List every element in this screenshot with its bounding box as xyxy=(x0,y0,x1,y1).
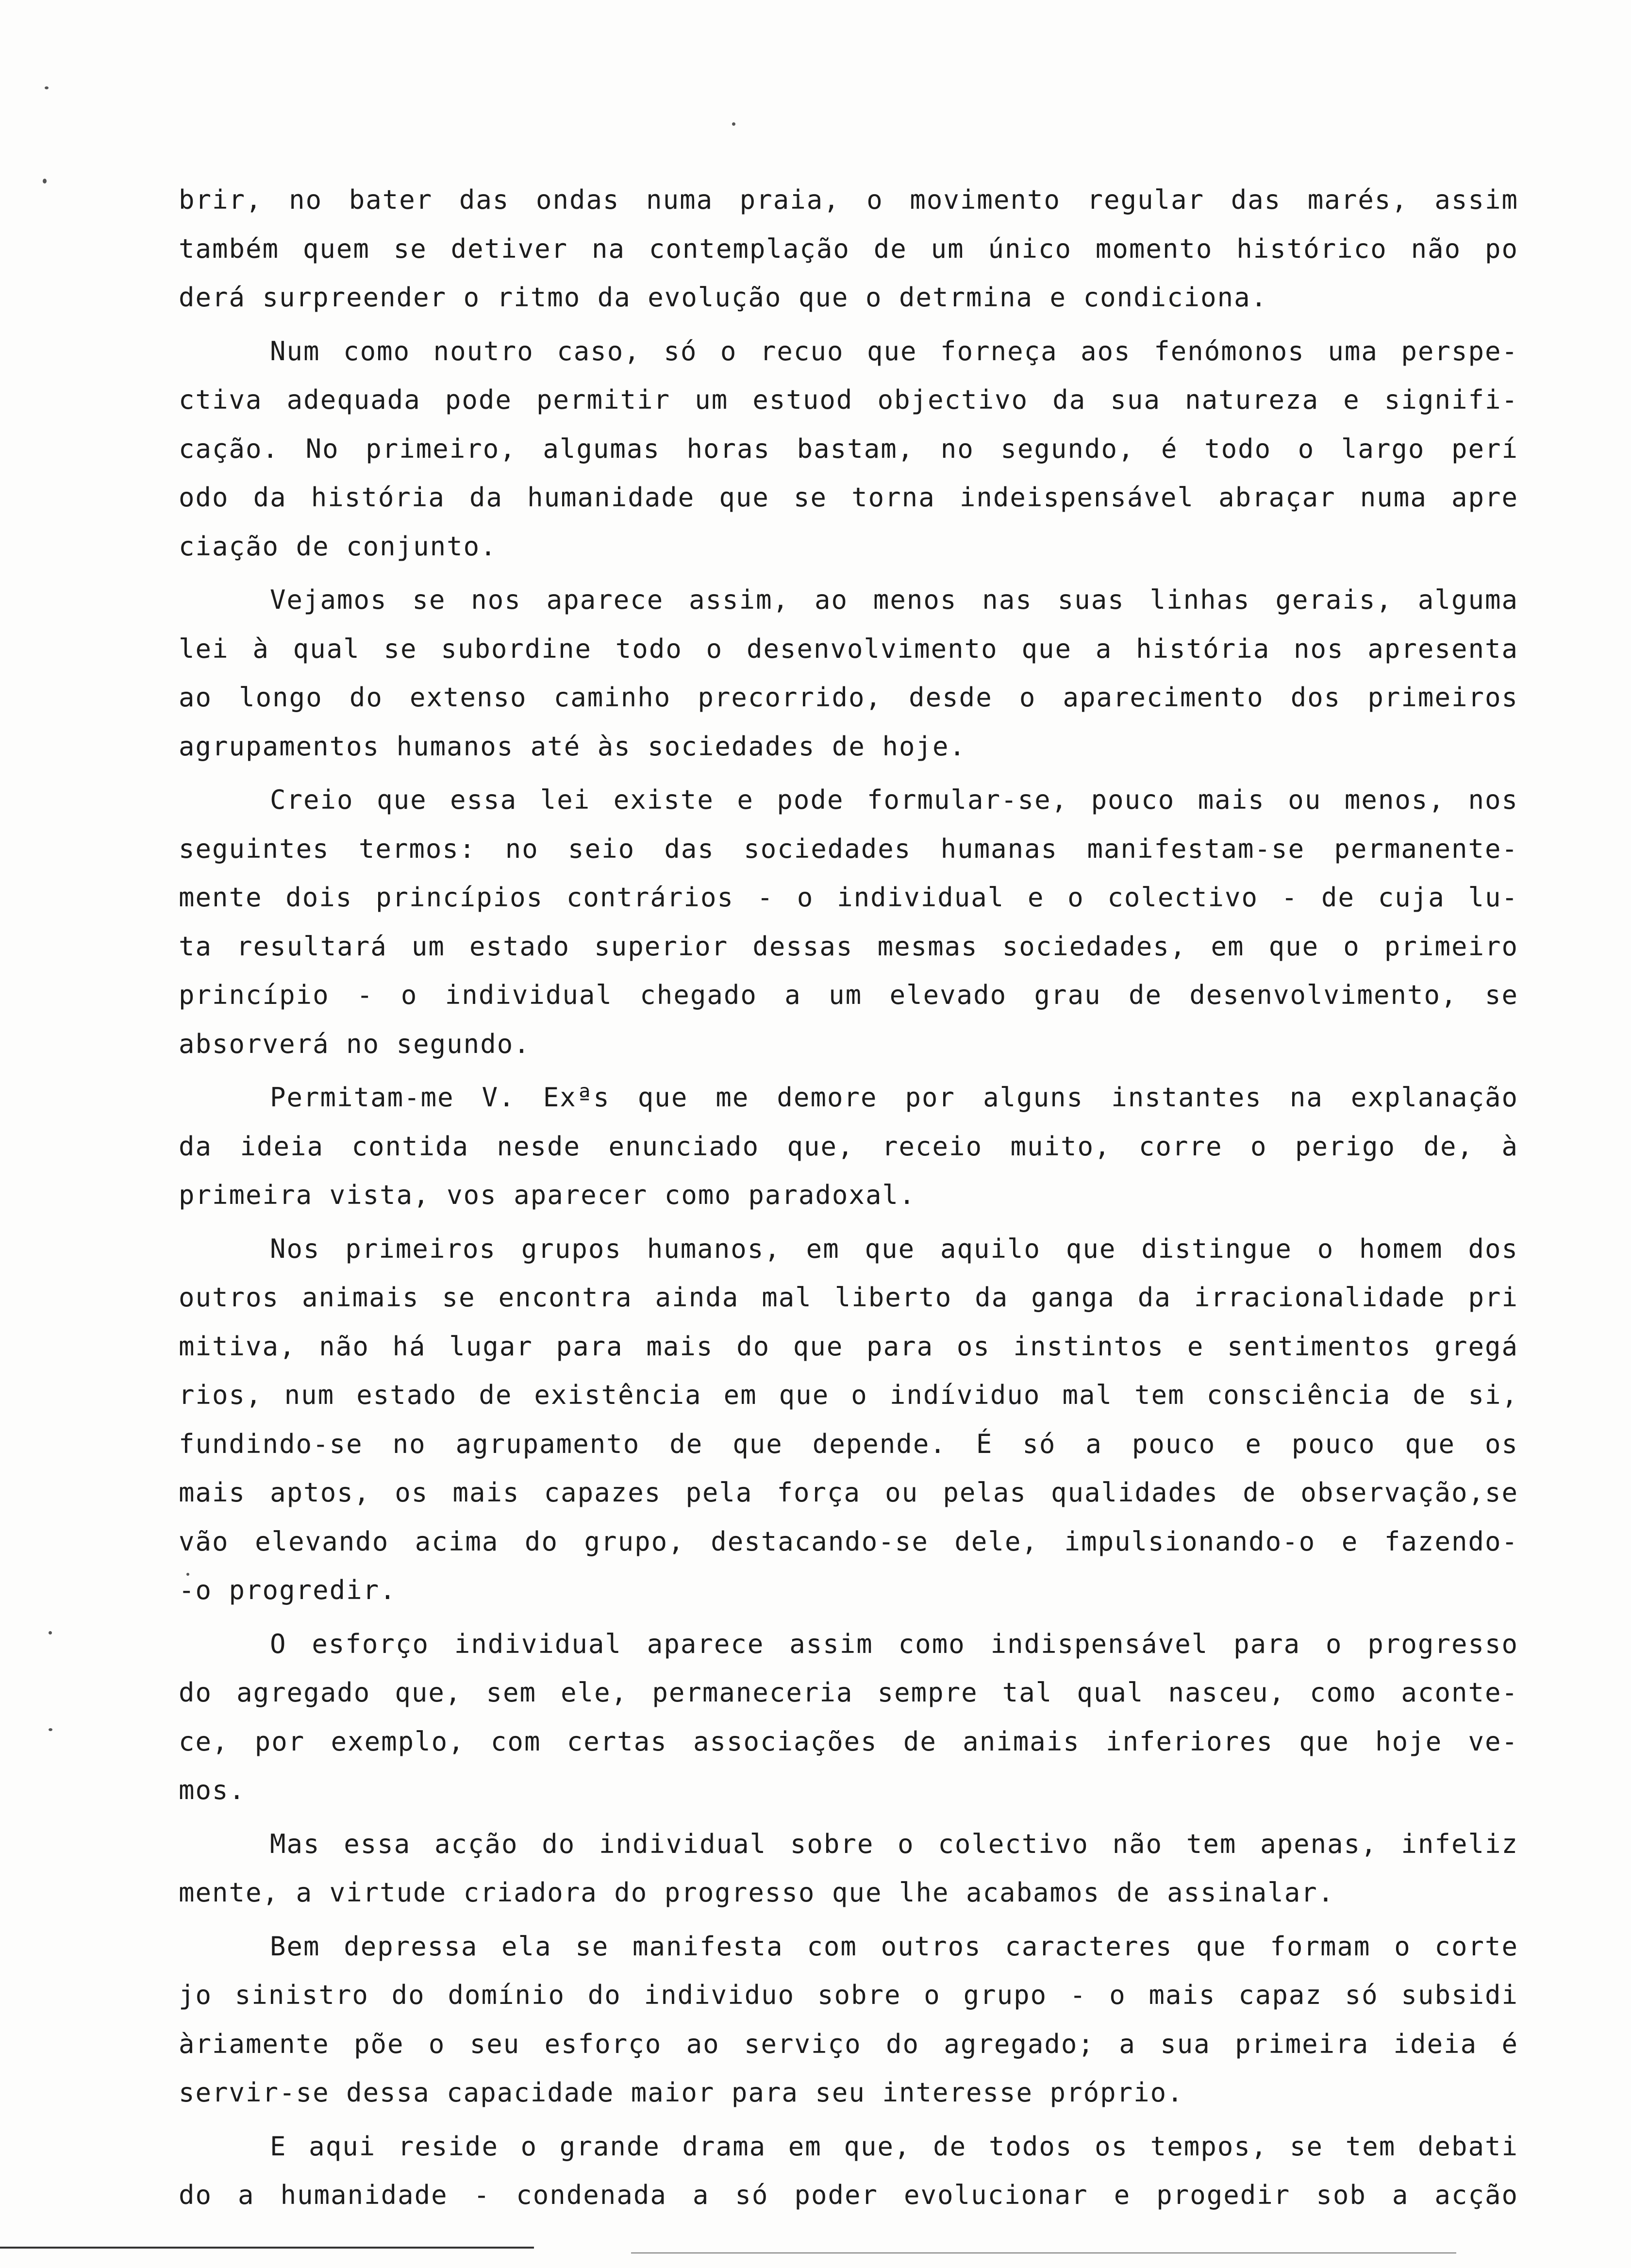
scan-speck xyxy=(45,86,49,89)
text-line: Nos primeiros grupos humanos, em que aquilo que distingue o homem dos xyxy=(270,1233,1518,1264)
text-line: E aqui reside o grande drama em que, de todos os tempos, se tem debati xyxy=(270,2131,1518,2162)
text-line: Permitam-me V. Exªs que me demore por alguns instantes na explanação xyxy=(270,1082,1518,1113)
text-line: ce, por exemplo, com certas associações de animais inferiores que hoje ve- xyxy=(179,1726,1518,1757)
text-line: do a humanidade - condenada a só poder evolucionar e progedir sob a acção xyxy=(179,2180,1518,2210)
text-line: ao longo do extenso caminho precorrido, desde o aparecimento dos primeiros xyxy=(179,682,1518,713)
text-line: servir-se dessa capacidade maior para seu interesse próprio. xyxy=(179,2077,1184,2108)
text-line: mais aptos, os mais capazes pela força ou pelas qualidades de observação,se xyxy=(179,1477,1518,1508)
text-line: do agregado que, sem ele, permaneceria sempre tal qual nasceu, como aconte- xyxy=(179,1677,1518,1708)
typewritten-text xyxy=(179,176,1518,2220)
scan-speck xyxy=(49,1728,52,1731)
text-line: -o progredir. xyxy=(179,1575,397,1605)
text-line: brir, no bater das ondas numa praia, o movimento regular das marés, assim xyxy=(179,184,1518,215)
text-line: princípio - o individual chegado a um elevado grau de desenvolvimento, se xyxy=(179,980,1518,1010)
text-line: ta resultará um estado superior dessas mesmas sociedades, em que o primeiro xyxy=(179,931,1518,962)
scan-speck xyxy=(49,1631,52,1634)
text-line: fundindo-se no agrupamento de que depende. É só a pouco e pouco que os xyxy=(179,1428,1518,1459)
text-line: odo da história da humanidade que se torna indeispensável abraçar numa apre xyxy=(179,482,1518,513)
text-line: Bem depressa ela se manifesta com outros caracteres que formam o corte xyxy=(270,1931,1518,1962)
text-line: rios, num estado de existência em que o indíviduo mal tem consciência de si, xyxy=(179,1380,1518,1410)
text-line: agrupamentos humanos até às sociedades de hoje. xyxy=(179,731,966,762)
text-line: mente dois princípios contrários - o individual e o colectivo - de cuja lu- xyxy=(179,882,1518,913)
text-line: derá surpreender o ritmo da evolução que o detrmina e condiciona. xyxy=(179,282,1268,313)
text-line: mos. xyxy=(179,1775,246,1805)
text-line: cação. No primeiro, algumas horas bastam, no segundo, é todo o largo perí xyxy=(179,433,1518,464)
text-line: seguintes termos: no seio das sociedades humanas manifestam-se permanente- xyxy=(179,833,1518,864)
text-line: àriamente põe o seu esforço ao serviço do agregado; a sua primeira ideia é xyxy=(179,2028,1518,2059)
text-line: outros animais se encontra ainda mal liberto da ganga da irracionalidade pri xyxy=(179,1282,1518,1313)
text-line: jo sinistro do domínio do individuo sobre o grupo - o mais capaz só subsidi xyxy=(179,1980,1518,2010)
text-line: também quem se detiver na contemplação de um único momento histórico não po xyxy=(179,233,1518,264)
text-line: ciação de conjunto. xyxy=(179,531,497,562)
text-line: mente, a virtude criadora do progresso que lhe acabamos de assinalar. xyxy=(179,1877,1335,1908)
text-line: da ideia contida nesde enunciado que, receio muito, corre o perigo de, à xyxy=(179,1131,1518,1162)
text-line: primeira vista, vos aparecer como paradoxal. xyxy=(179,1180,916,1210)
scan-speck xyxy=(732,122,735,126)
scan-speck xyxy=(43,179,47,183)
text-line: lei à qual se subordine todo o desenvolvimento que a história nos apresenta xyxy=(179,633,1518,664)
text-line: Num como noutro caso, só o recuo que forneça aos fenómonos uma perspe- xyxy=(270,335,1518,367)
text-line: absorverá no segundo. xyxy=(179,1028,531,1059)
text-line: vão elevando acima do grupo, destacando-se dele, impulsionando-o e fazendo- xyxy=(179,1526,1518,1557)
text-line: O esforço individual aparece assim como indispensável para o progresso xyxy=(270,1628,1518,1659)
text-line: ctiva adequada pode permitir um estuod objectivo da sua natureza e signifi- xyxy=(179,384,1518,415)
text-line: mitiva, não há lugar para mais do que para os instintos e sentimentos gregá xyxy=(179,1331,1518,1362)
scan-edge-line xyxy=(0,2247,534,2249)
text-line: Vejamos se nos aparece assim, ao menos nas suas linhas gerais, alguma xyxy=(270,584,1518,615)
text-line: Creio que essa lei existe e pode formular-se, pouco mais ou menos, nos xyxy=(270,784,1518,815)
scan-edge-line xyxy=(631,2252,1456,2253)
text-line: Mas essa acção do individual sobre o colectivo não tem apenas, infeliz xyxy=(270,1828,1518,1859)
